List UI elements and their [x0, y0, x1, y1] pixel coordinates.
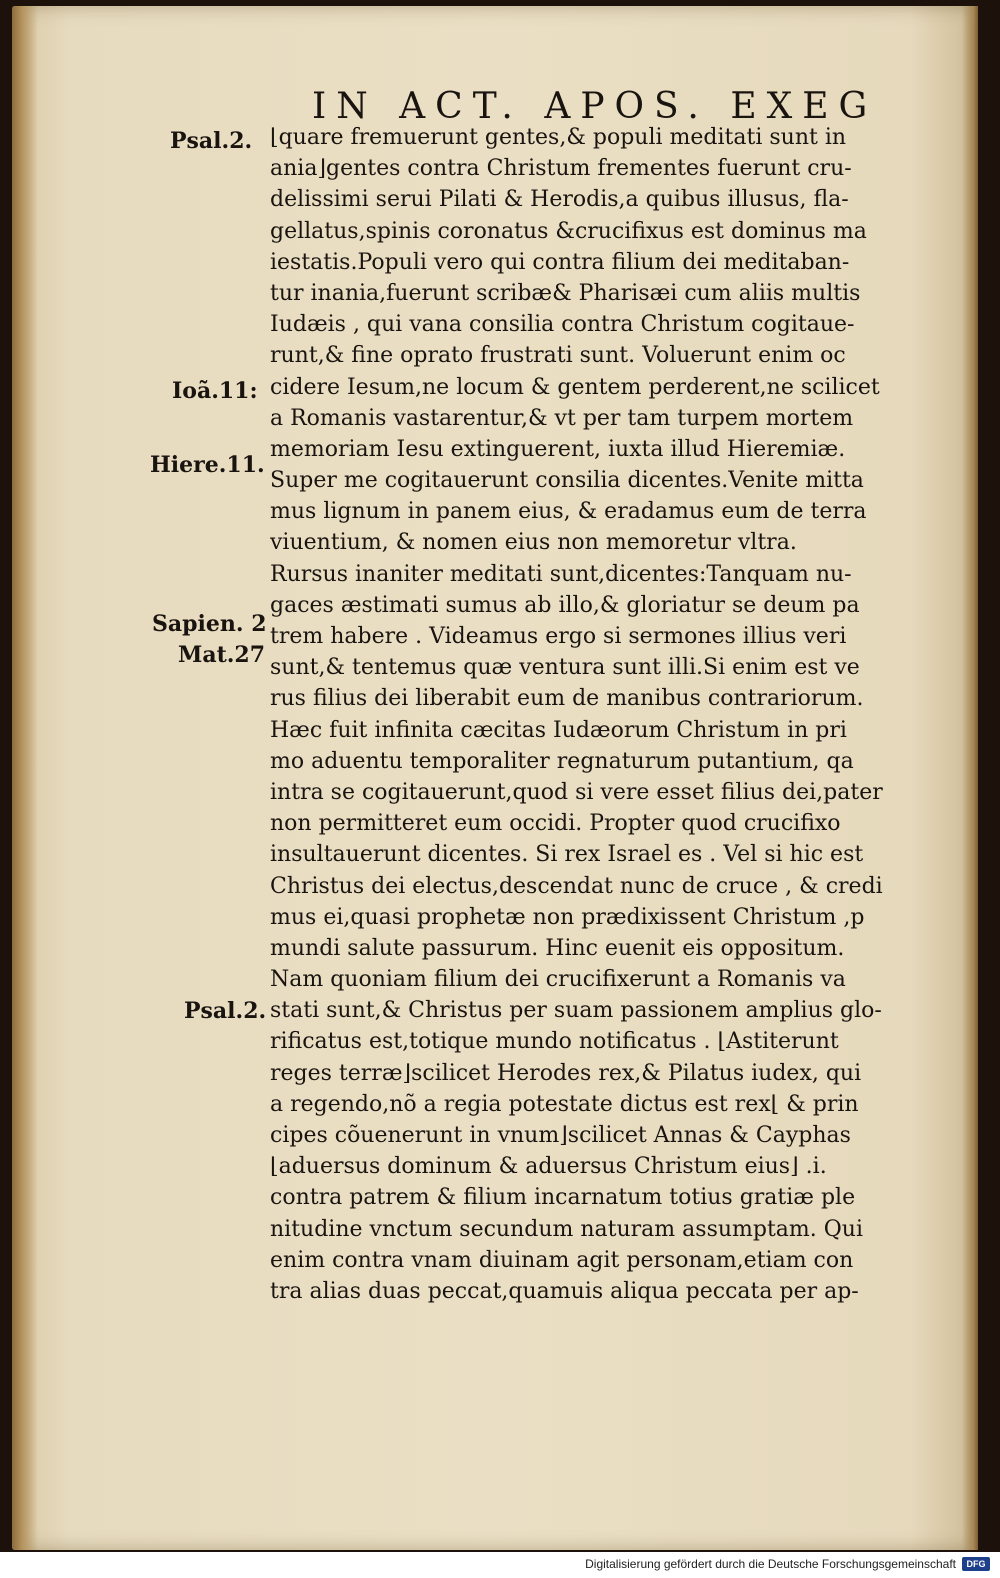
text-line: insultauerunt dicentes. Si rex Israel es . Vel si hic est [270, 842, 864, 868]
page-edge-right [962, 6, 978, 1550]
text-line: tur inania,fuerunt scribæ& Pharisæi cum aliis multis [270, 280, 861, 306]
book-page [12, 6, 978, 1550]
text-line: cipes cõuenerunt in vnum⌋scilicet Annas & Cayphas [270, 1123, 851, 1148]
text-line: sunt,& tentemus quæ ventura sunt illi.Si enim est ve [270, 655, 860, 681]
text-line: gaces æstimati sumus ab illo,& gloriatur se deum pa [270, 592, 860, 618]
margin-note: Hiere.11. [150, 452, 265, 478]
text-line: mundi salute passurum. Hinc euenit eis oppositum. [270, 935, 845, 961]
text-line: nitudine vnctum secundum naturam assumptam. Qui [270, 1216, 864, 1242]
text-line: intra se cogitauerunt,quod si vere esset filius dei,pater [270, 779, 883, 805]
margin-note: Sapien. 2 [152, 611, 267, 637]
text-line: tra alias duas peccat,quamuis aliqua peccata per ap- [270, 1278, 859, 1304]
text-line: Nam quoniam filium dei crucifixerunt a Romanis va [270, 967, 846, 993]
running-head: IN ACT. APOS. EXEG [312, 86, 878, 127]
text-line: enim contra vnam diuinam agit personam,etiam con [270, 1247, 854, 1273]
margin-note: Psal.2. [184, 998, 267, 1024]
text-line: a regendo,nõ a regia potestate dictus est rex⌊ & prin [270, 1091, 859, 1117]
text-line: Super me cogitauerunt consilia dicentes.Venite mitta [270, 468, 864, 494]
text-line: Hæc fuit infinita cæcitas Iudæorum Christum in pri [270, 717, 847, 743]
text-line: memoriam Iesu extinguerent, iuxta illud Hieremiæ. [270, 436, 846, 462]
text-line: mo aduentu temporaliter regnaturum putantium, qa [270, 748, 854, 774]
margin-note: Mat.27 [178, 642, 266, 668]
text-line: non permitteret eum occidi. Propter quod crucifixo [270, 811, 841, 837]
text-line: reges terræ⌋scilicet Herodes rex,& Pilatus iudex, qui [270, 1060, 862, 1086]
text-line: rus filius dei liberabit eum de manibus contrariorum. [270, 686, 864, 712]
text-line: trem habere . Videamus ergo si sermones illius veri [270, 624, 847, 649]
text-line: Rursus inaniter meditati sunt,dicentes:Tanquam nu- [270, 561, 852, 587]
text-line: ania⌋gentes contra Christum frementes fuerunt cru- [270, 156, 852, 182]
text-line: delissimi serui Pilati & Herodis,a quibus illusus, fla- [270, 187, 849, 213]
text-line: ⌊aduersus dominum & aduersus Christum eius⌋ .i. [270, 1154, 827, 1180]
text-line: stati sunt,& Christus per suam passionem amplius glo- [270, 998, 882, 1024]
text-line: mus ei,quasi prophetæ non prædixissent Christum ,p [270, 904, 865, 930]
margin-note: Ioã.11: [172, 378, 258, 404]
dfg-logo: DFG [962, 1557, 990, 1571]
text-line: iestatis.Populi vero qui contra filium dei meditaban- [270, 249, 850, 275]
text-line: viuentium, & nomen eius non memoretur vltra. [270, 530, 797, 556]
text-line: gellatus,spinis coronatus &crucifixus est dominus ma [270, 218, 867, 244]
funding-credit: Digitalisierung gefördert durch die Deutsche Forschungsgemeinschaft [585, 1557, 956, 1571]
text-line: contra patrem & filium incarnatum totius gratiæ ple [270, 1185, 856, 1211]
text-line: cidere Iesum,ne locum & gentem perderent,ne scilicet [270, 374, 880, 400]
margin-note: Psal.2. [170, 128, 253, 154]
page-edge-left [12, 6, 38, 1550]
text-line: mus lignum in panem eius, & eradamus eum de terra [270, 499, 867, 525]
text-line: a Romanis vastarentur,& vt per tam turpem mortem [270, 405, 854, 431]
text-line: Christus dei electus,descendat nunc de cruce , & credi [270, 873, 883, 899]
text-line: Iudæis , qui vana consilia contra Christum cogitaue- [270, 312, 855, 338]
footer-bar [0, 1552, 1000, 1578]
text-line: runt,& fine oprato frustrati sunt. Voluerunt enim oc [270, 343, 846, 369]
text-line: rificatus est,totique mundo notificatus . ⌊Astiterunt [270, 1029, 839, 1055]
body-text [270, 122, 960, 1307]
text-line: ⌊quare fremuerunt gentes,& populi meditati sunt in [270, 125, 847, 150]
